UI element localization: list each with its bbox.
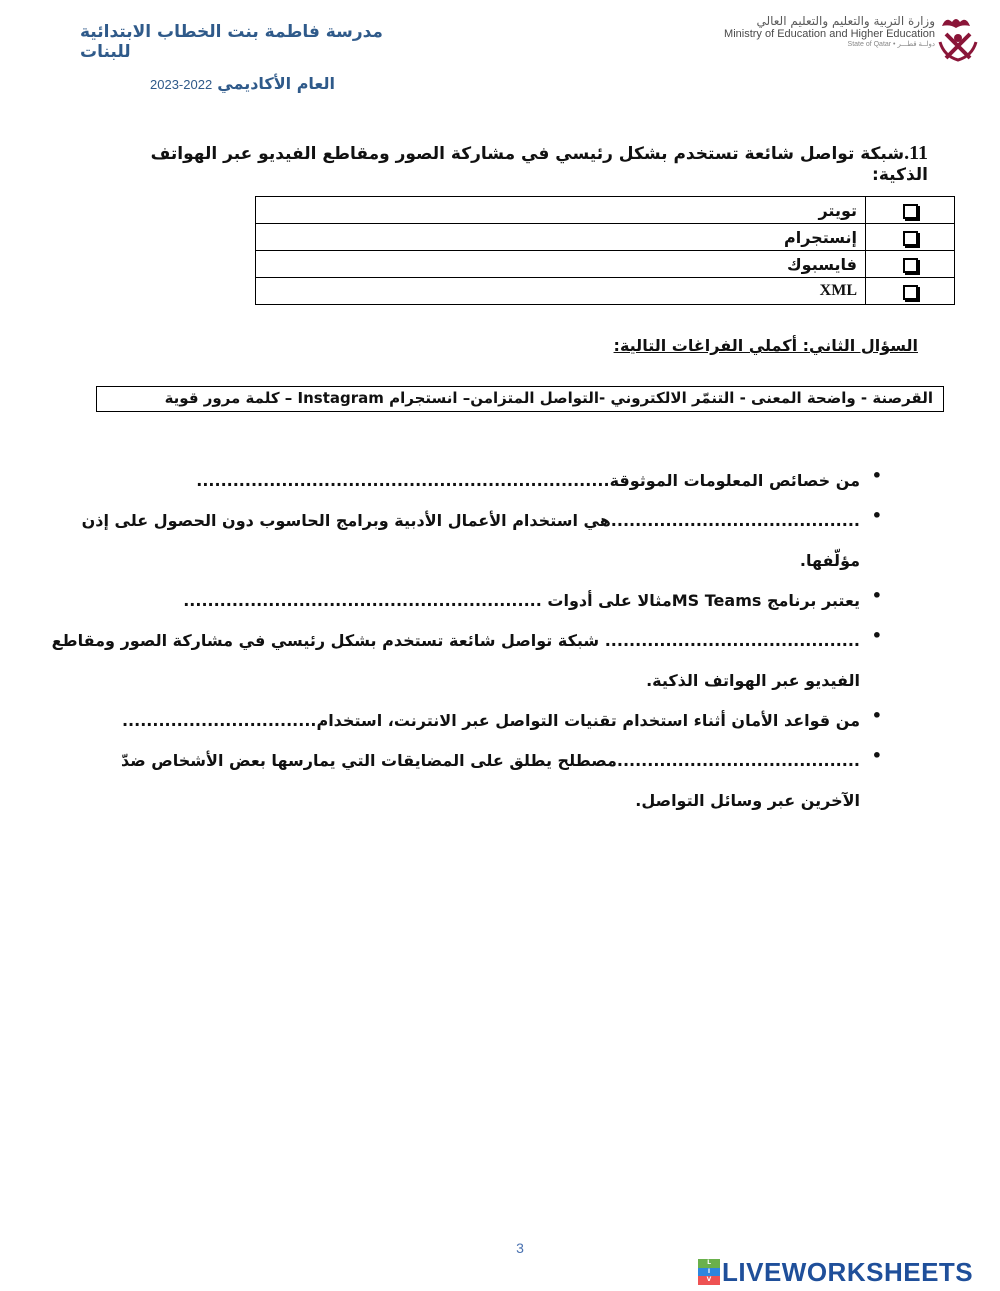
option-label: فايسبوك	[256, 251, 866, 278]
bullet-icon: •	[871, 466, 882, 485]
list-item	[110, 586, 882, 626]
brand-text: LIVEWORKSHEETS	[722, 1256, 974, 1287]
ministry-logo-icon	[932, 12, 984, 64]
ministry-english: Ministry of Education and Higher Education	[724, 28, 935, 40]
option-label: تويتر	[256, 197, 866, 224]
question-11-text: شبكة تواصل شائعة تستخدم بشكل رئيسي في مشاركة الصور ومقاطع الفيديو عبر الهواتف الذكية:	[150, 144, 928, 185]
list-item	[81, 506, 882, 586]
item-line: من خصائص المعلومات الموثوقة....................................................................	[196, 471, 860, 490]
option-row	[256, 251, 955, 278]
state-of-qatar: State of Qatar • دولــة قطـــر	[847, 41, 935, 48]
item-line: .......................................... شبكة تواصل شائعة تستخدم بشكل رئيسي في مشاركة الصور ومقاطع	[51, 631, 860, 650]
checkbox-icon[interactable]	[903, 231, 918, 246]
list-item	[110, 706, 882, 746]
academic-year	[150, 74, 350, 93]
word-bank: القرصنة - واضحة المعنى - التنمّر الالكتروني -التواصل المتزامن– انستجرام Instagram – كلمة مرور قوية	[96, 386, 944, 412]
item-line: من قواعد الأمان أثناء استخدام تقنيات التواصل عبر الانترنت، استخدام................................	[121, 711, 860, 730]
option-label: XML	[256, 278, 866, 305]
option-label: إنستجرام	[256, 224, 866, 251]
question-11-number: 11.	[904, 142, 928, 164]
badge-letter: L	[698, 1259, 720, 1268]
option-row	[256, 224, 955, 251]
bullet-icon: •	[871, 506, 882, 525]
lw-badge-icon	[698, 1259, 720, 1285]
option-row	[256, 278, 955, 305]
question-2-title: السؤال الثاني: أكملي الفراغات التالية:	[613, 336, 918, 355]
option-checkbox[interactable]	[866, 278, 955, 305]
liveworksheets-logo	[698, 1257, 973, 1287]
item-line: الآخرين عبر وسائل التواصل.	[635, 791, 860, 810]
options-table	[255, 196, 955, 305]
year-label: العام الأكاديمي	[217, 74, 335, 93]
badge-letter: V	[698, 1276, 720, 1285]
question-11	[148, 142, 928, 185]
list-item	[51, 626, 882, 706]
list-item	[110, 466, 882, 506]
option-checkbox[interactable]	[866, 224, 955, 251]
ministry-block	[705, 14, 935, 48]
option-row	[256, 197, 955, 224]
item-line: يعتبر برنامج MS Teamsمثالا على أدوات ...........................................................	[183, 591, 860, 610]
bullet-icon: •	[871, 626, 882, 645]
year-value: 2022-2023	[150, 77, 213, 92]
badge-letter: I	[698, 1268, 720, 1277]
option-checkbox[interactable]	[866, 251, 955, 278]
checkbox-icon[interactable]	[903, 204, 918, 219]
checkbox-icon[interactable]	[903, 258, 918, 273]
list-item	[110, 746, 882, 826]
bullet-icon: •	[871, 746, 882, 765]
checkbox-icon[interactable]	[903, 285, 918, 300]
page-number: 3	[516, 1240, 524, 1256]
bullet-icon: •	[871, 706, 882, 725]
item-line: الفيديو عبر الهواتف الذكية.	[646, 671, 860, 690]
item-line: .........................................هي استخدام الأعمال الأدبية وبرامج الحاسوب دون الحصول على إذن	[81, 511, 860, 530]
bullet-icon: •	[871, 586, 882, 605]
school-name: مدرسة فاطمة بنت الخطاب الابتدائية للبنات	[80, 22, 383, 62]
ministry-arabic: وزارة التربية والتعليم والتعليم العالي	[756, 14, 935, 28]
fill-in-list	[51, 466, 882, 826]
option-checkbox[interactable]	[866, 197, 955, 224]
item-line: ........................................مصطلح يطلق على المضايقات التي يمارسها بعض الأشخاص ضدّ	[120, 751, 860, 770]
item-line: مؤلّفها.	[799, 551, 860, 570]
